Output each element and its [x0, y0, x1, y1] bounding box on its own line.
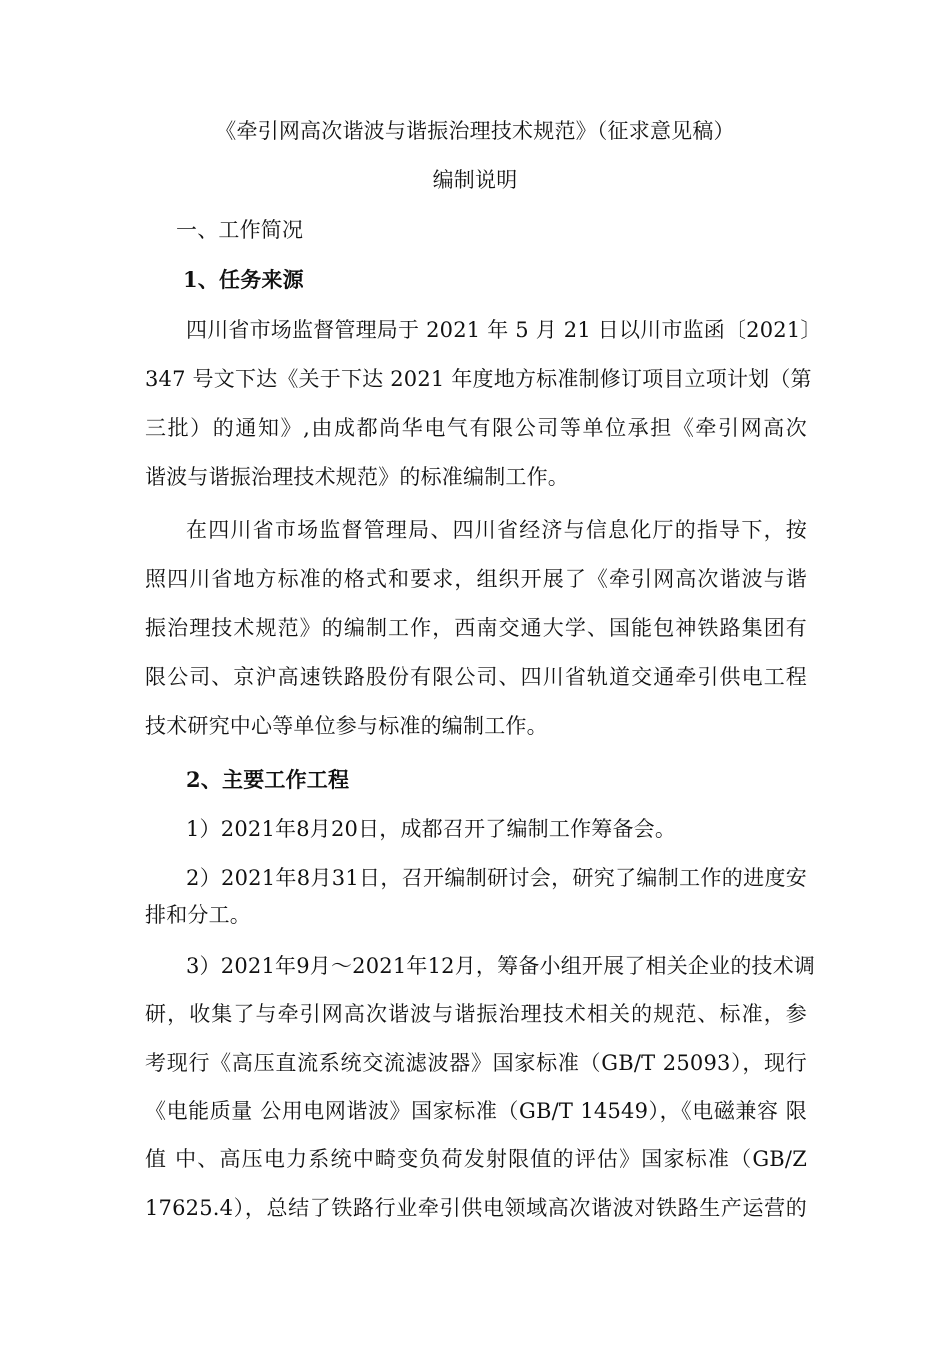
list-item-line: 2）2021年8月31日，召开编制研讨会，研究了编制工作的进度安 [186, 866, 807, 890]
paragraph-line: 四川省市场监督管理局于 2021 年 5 月 21 日以川市监函〔2021〕 [186, 318, 822, 342]
list-item-line: 17625.4），总结了铁路行业牵引供电领域高次谐波对铁路生产运营的 [145, 1196, 807, 1220]
paragraph-line: 振治理技术规范》的编制工作，西南交通大学、国能包神铁路集团有 [145, 616, 807, 640]
list-item-line: 3）2021年9月～2021年12月，筹备小组开展了相关企业的技术调 [186, 954, 816, 978]
list-item-line: 值 中、高压电力系统中畸变负荷发射限值的评估》国家标准（GB/Z [145, 1147, 807, 1171]
paragraph-line: 347 号文下达《关于下达 2021 年度地方标准制修订项目立项计划（第 [145, 367, 812, 391]
subsection-heading-task-source: 1、任务来源 [183, 267, 304, 292]
list-item-line: 考现行《高压直流系统交流滤波器》国家标准（GB/T 25093），现行 [145, 1051, 807, 1075]
subsection-heading-main-work: 2、主要工作工程 [186, 767, 350, 792]
paragraph-line: 谐波与谐振治理技术规范》的标准编制工作。 [145, 465, 569, 489]
section-heading-work-overview: 一、工作简况 [176, 218, 304, 242]
document-subtitle: 编制说明 [432, 168, 518, 192]
paragraph-line: 三批）的通知》,由成都尚华电气有限公司等单位承担《牵引网高次 [145, 416, 807, 440]
list-item-line: 研，收集了与牵引网高次谐波与谐振治理技术相关的规范、标准，参 [145, 1002, 807, 1026]
list-item-line: 1）2021年8月20日，成都召开了编制工作筹备会。 [186, 817, 677, 841]
paragraph-line: 照四川省地方标准的格式和要求，组织开展了《牵引网高次谐波与谐 [145, 567, 807, 591]
paragraph-line: 限公司、京沪高速铁路股份有限公司、四川省轨道交通牵引供电工程 [145, 665, 807, 689]
list-item-line: 《电能质量 公用电网谐波》国家标准（GB/T 14549），《电磁兼容 限 [145, 1099, 807, 1123]
paragraph-line: 技术研究中心等单位参与标准的编制工作。 [145, 714, 548, 738]
document-title: 《牵引网高次谐波与谐振治理技术规范》（征求意见稿） [215, 119, 735, 143]
list-item-line: 排和分工。 [145, 903, 251, 927]
paragraph-line: 在四川省市场监督管理局、四川省经济与信息化厅的指导下，按 [186, 518, 807, 542]
